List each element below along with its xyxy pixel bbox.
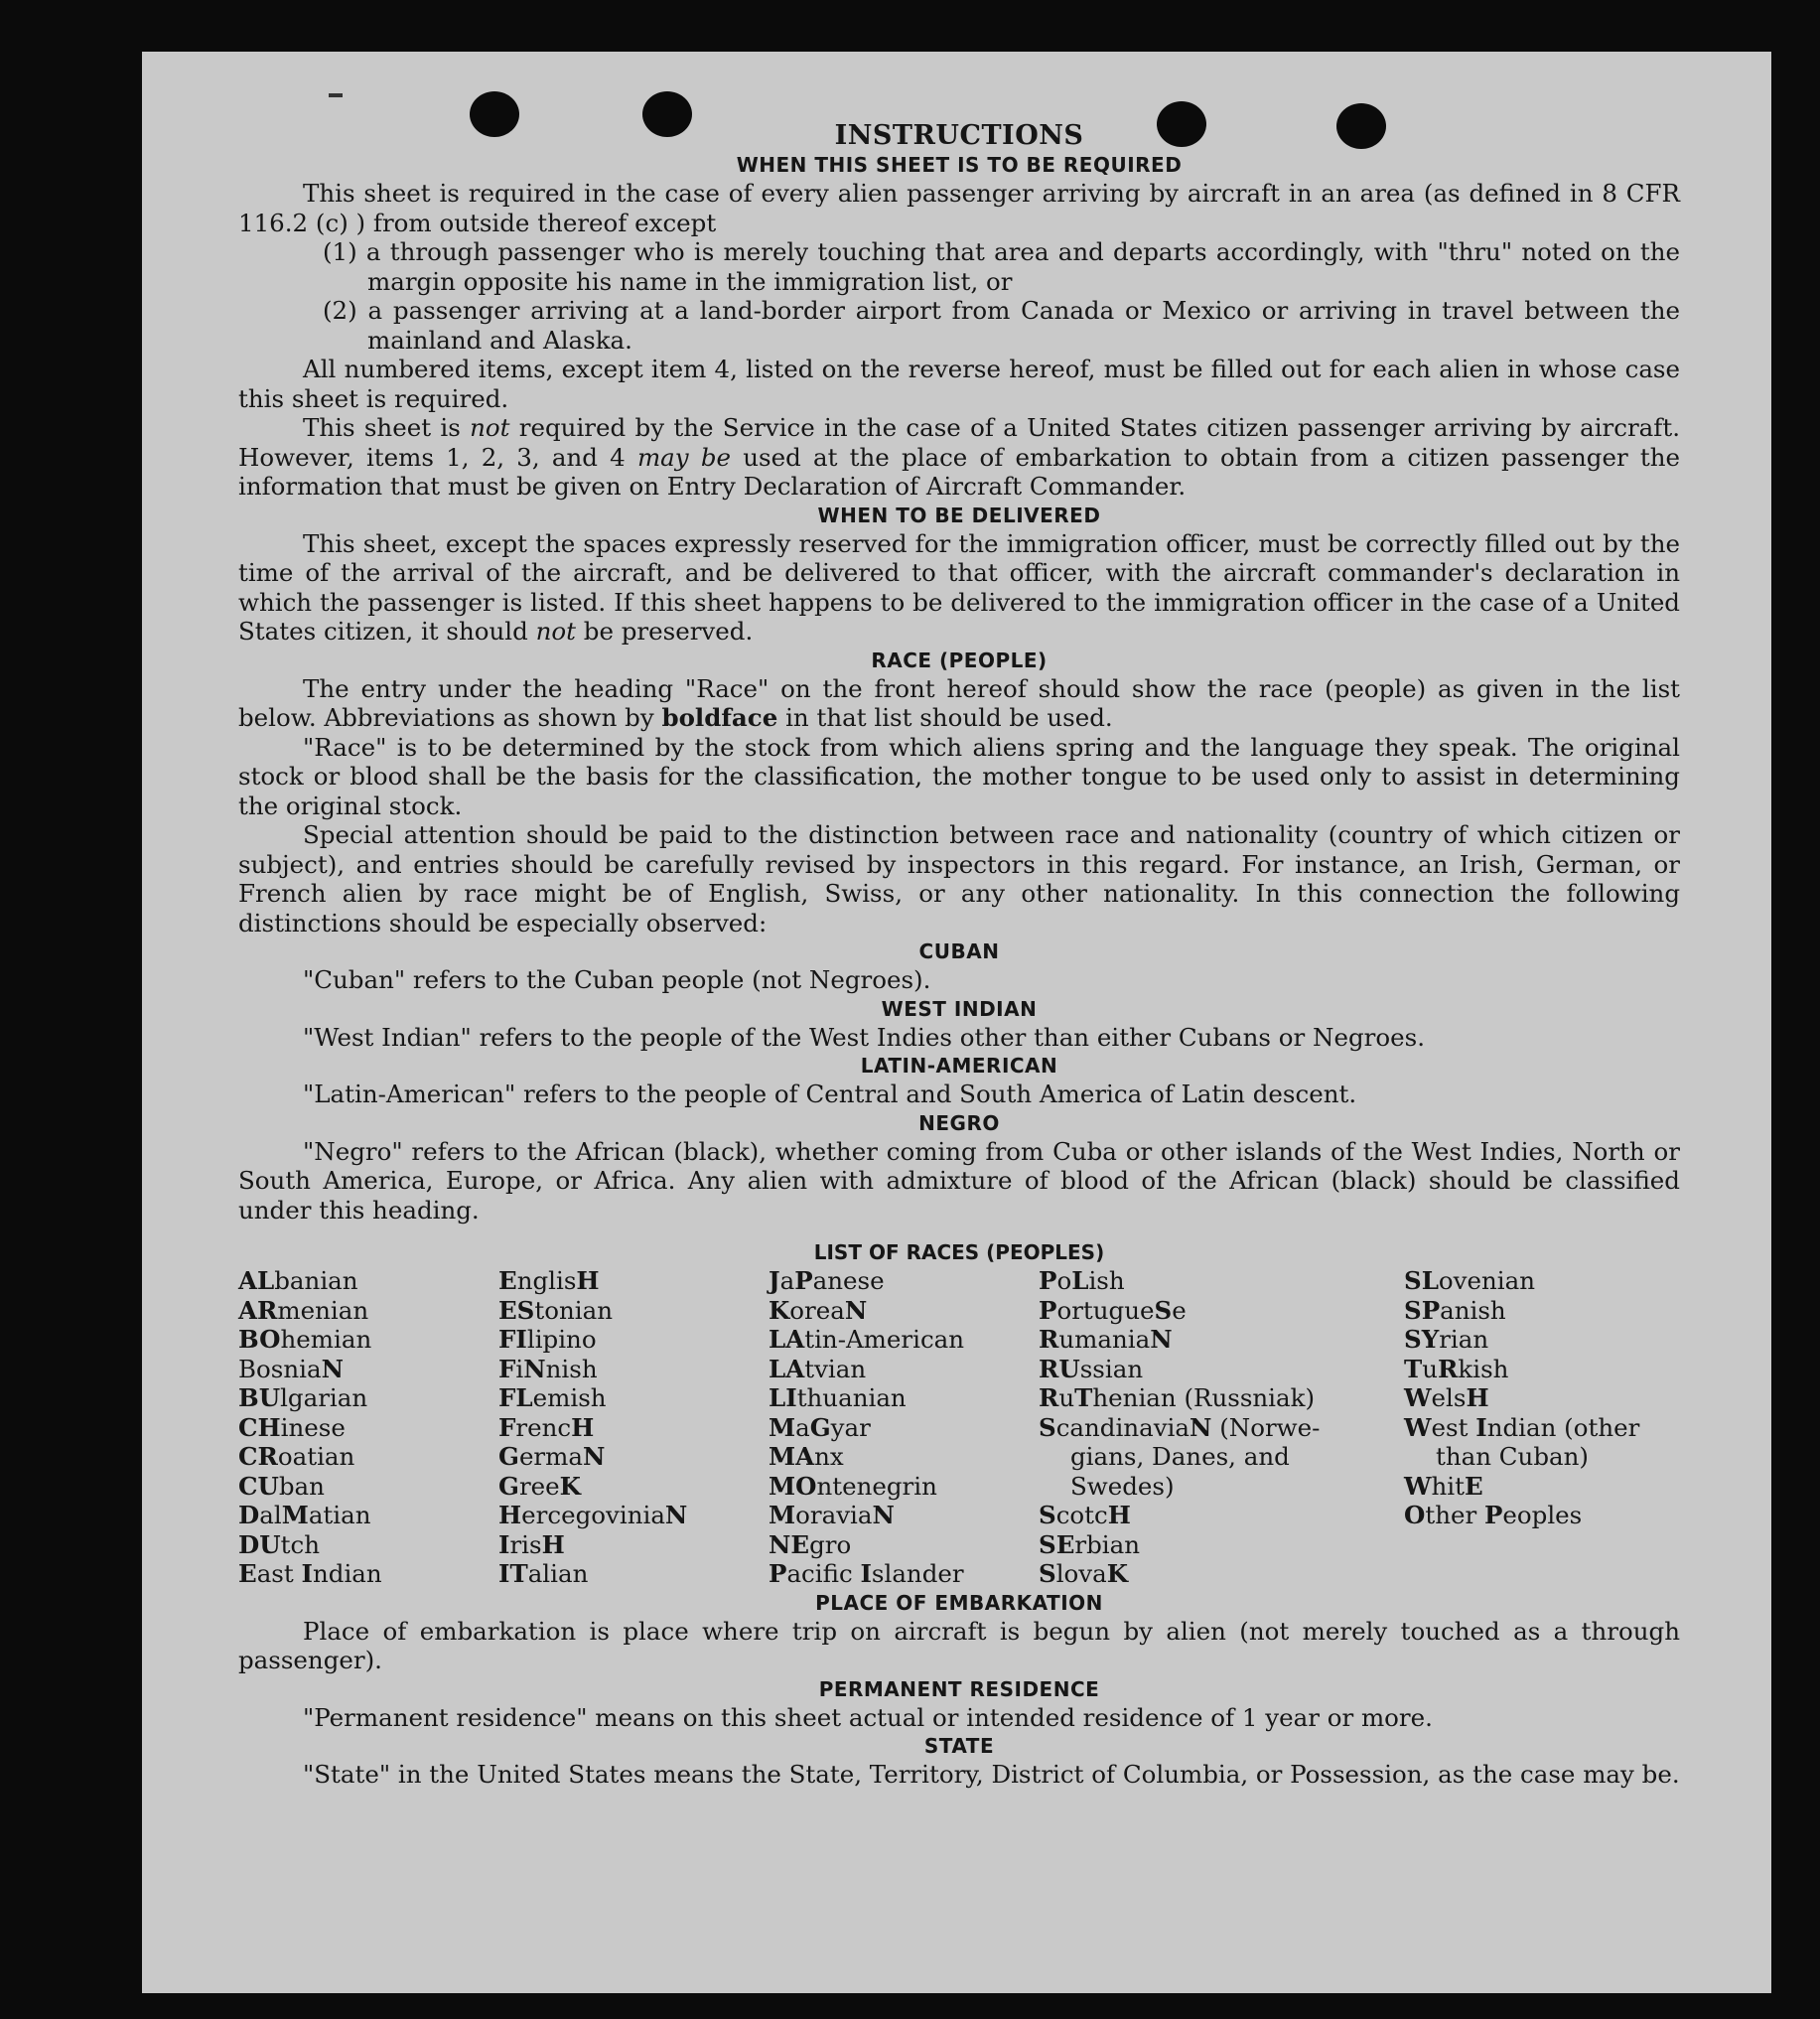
- race-text: ortugue: [1056, 1295, 1155, 1325]
- race-text: gro: [809, 1529, 852, 1559]
- race-text: ree: [518, 1471, 560, 1501]
- race-abbreviation: W: [1404, 1412, 1432, 1442]
- race-abbreviation: H: [541, 1529, 565, 1559]
- paragraph-delivery: This sheet, except the spaces expressly reserved for the immigration officer, must be correctly filled out by the time of the arrival of the aircraft, and be delivered to that officer, with the aircraft commander's declaration in which the passenger is listed. If this sheet happens to be delivered to the immigration officer in the case of a United States citizen, it should not be preserved.: [238, 528, 1680, 646]
- race-abbreviation: J: [769, 1266, 780, 1295]
- race-abbreviation: MO: [769, 1471, 817, 1501]
- race-entry: [769, 1559, 1039, 1589]
- race-text: ovenian: [1438, 1266, 1536, 1295]
- race-entry: [498, 1501, 769, 1530]
- race-text: ndian: [312, 1559, 382, 1588]
- races-column-2: [498, 1266, 769, 1589]
- race-entry: [238, 1296, 498, 1326]
- race-text: than Cuban): [1436, 1442, 1589, 1471]
- page-title: INSTRUCTIONS: [834, 120, 1084, 151]
- race-entry: [1039, 1472, 1404, 1502]
- race-entry: [769, 1296, 1039, 1326]
- race-text: nglis: [516, 1266, 577, 1295]
- race-text: lipino: [526, 1325, 597, 1354]
- race-abbreviation: N: [1190, 1412, 1212, 1442]
- race-abbreviation: W: [1404, 1383, 1432, 1412]
- race-entry: [498, 1266, 769, 1296]
- race-text: ish: [1088, 1266, 1125, 1295]
- race-abbreviation: AL: [238, 1266, 275, 1295]
- race-text: oatian: [277, 1442, 355, 1471]
- exception-item-2: (2) a passenger arriving at a land-border airport from Canada or Mexico or arriving in travel between the mainland and Alaska.: [323, 296, 1680, 355]
- race-entry: [1039, 1530, 1404, 1560]
- race-abbreviation: D: [238, 1501, 260, 1529]
- race-entry: [1039, 1559, 1404, 1589]
- paragraph-embarkation: Place of embarkation is place where trip on aircraft is begun by alien (not merely touched as a through passenger).: [238, 1616, 1680, 1674]
- race-entry: [238, 1559, 498, 1589]
- race-abbreviation: FI: [498, 1325, 527, 1354]
- race-entry: [498, 1383, 769, 1413]
- race-abbreviation: CU: [238, 1471, 279, 1501]
- race-abbreviation: CH: [238, 1412, 281, 1442]
- race-entry: [769, 1266, 1039, 1296]
- race-abbreviation: SP: [1404, 1295, 1441, 1325]
- race-text: tvian: [804, 1354, 867, 1383]
- race-text: eoples: [1502, 1501, 1583, 1529]
- race-abbreviation: M: [769, 1412, 796, 1442]
- race-abbreviation: H: [576, 1266, 600, 1295]
- race-abbreviation: W: [1404, 1471, 1432, 1501]
- race-text: u: [1422, 1354, 1439, 1383]
- race-text: ercegovinia: [521, 1501, 665, 1529]
- race-text: menian: [277, 1295, 369, 1325]
- race-text: Bosnia: [238, 1354, 322, 1383]
- race-text: anese: [812, 1266, 885, 1295]
- heading-when-delivered: WHEN TO BE DELIVERED: [817, 503, 1101, 527]
- races-column-4: [1039, 1266, 1404, 1589]
- race-abbreviation: G: [498, 1442, 519, 1471]
- paragraph-state: "State" in the United States means the State, Territory, District of Columbia, or Possession, as the case may be.: [303, 1760, 1680, 1789]
- race-text: oravia: [795, 1501, 873, 1529]
- race-entry: [238, 1472, 498, 1502]
- race-entry: [1039, 1383, 1404, 1413]
- race-abbreviation: P: [1039, 1295, 1057, 1325]
- race-abbreviation: S: [1039, 1501, 1056, 1529]
- race-abbreviation: K: [769, 1295, 790, 1325]
- race-abbreviation: LA: [769, 1325, 805, 1354]
- race-text: Swedes): [1070, 1471, 1175, 1501]
- race-entry: [238, 1413, 498, 1443]
- race-entry: [1404, 1266, 1680, 1296]
- race-entry: [238, 1530, 498, 1560]
- race-entry: [1404, 1442, 1680, 1472]
- race-abbreviation: T: [1404, 1354, 1423, 1383]
- race-entry: [769, 1355, 1039, 1384]
- race-text: al: [259, 1501, 282, 1529]
- race-text: kish: [1458, 1354, 1509, 1383]
- race-entry: [1404, 1413, 1680, 1443]
- races-list: [238, 1266, 1680, 1589]
- race-abbreviation: SY: [1404, 1325, 1440, 1354]
- race-entry: [769, 1413, 1039, 1443]
- paragraph-race-entry: The entry under the heading "Race" on the front hereof should show the race (people) as given in the list below. Abbreviations as shown by boldface in that list should be used.: [238, 673, 1680, 732]
- race-entry: [498, 1355, 769, 1384]
- paragraph-negro: "Negro" refers to the African (black), whether coming from Cuba or other islands of the West Indies, North or South America, Europe, or Africa. Any alien with admixture of blood of the African (black) should be classified under this heading.: [238, 1136, 1680, 1225]
- instructions-content: [238, 121, 1680, 1790]
- race-abbreviation: S: [1039, 1412, 1056, 1442]
- heading-list-of-races: LIST OF RACES (PEOPLES): [813, 1240, 1105, 1264]
- race-abbreviation: N: [1150, 1325, 1173, 1354]
- race-text: banian: [274, 1266, 358, 1295]
- race-entry: [1039, 1325, 1404, 1355]
- race-abbreviation: FL: [498, 1383, 533, 1412]
- heading-west-indian: WEST INDIAN: [881, 996, 1038, 1021]
- heading-latin-american: LATIN-AMERICAN: [860, 1054, 1058, 1078]
- paragraph-race-determination: "Race" is to be determined by the stock from which aliens spring and the language they speak. The original stock or blood shall be the basis for the classification, the mother tongue to be used only to assist in determining the original stock.: [238, 732, 1680, 820]
- race-abbreviation: NE: [769, 1529, 810, 1559]
- race-entry: [1039, 1442, 1404, 1472]
- paragraph-required-intro: This sheet is required in the case of every alien passenger arriving by aircraft in an area (as defined in 8 CFR 116.2 (c) ) from outside thereof except: [238, 179, 1680, 237]
- race-abbreviation: H: [1107, 1501, 1131, 1529]
- race-entry: [238, 1442, 498, 1472]
- race-text: rbian: [1074, 1529, 1140, 1559]
- race-abbreviation: I: [860, 1559, 872, 1588]
- race-abbreviation: H: [571, 1412, 595, 1442]
- race-entry: [769, 1383, 1039, 1413]
- race-entry: [1404, 1383, 1680, 1413]
- race-entry: [498, 1325, 769, 1355]
- race-abbreviation: I: [498, 1529, 510, 1559]
- paragraph-cuban: "Cuban" refers to the Cuban people (not Negroes).: [303, 965, 931, 994]
- race-entry: [1039, 1413, 1404, 1443]
- race-text: ntenegrin: [816, 1471, 937, 1501]
- race-abbreviation: CR: [238, 1442, 278, 1471]
- race-abbreviation: N: [583, 1442, 606, 1471]
- race-text: cotc: [1055, 1501, 1108, 1529]
- race-abbreviation: E: [1464, 1471, 1483, 1501]
- race-text: gians, Danes, and: [1070, 1442, 1290, 1471]
- race-abbreviation: M: [281, 1501, 309, 1529]
- race-abbreviation: T: [1074, 1383, 1093, 1412]
- race-entry: [769, 1472, 1039, 1502]
- race-entry: [238, 1355, 498, 1384]
- race-abbreviation: R: [1438, 1354, 1459, 1383]
- race-entry: [769, 1442, 1039, 1472]
- race-abbreviation: L: [1071, 1266, 1089, 1295]
- race-text: tonian: [534, 1295, 613, 1325]
- race-entry: [1039, 1266, 1404, 1296]
- heading-place-of-embarkation: PLACE OF EMBARKATION: [815, 1590, 1103, 1615]
- race-entry: [1404, 1325, 1680, 1355]
- race-abbreviation: LA: [769, 1354, 805, 1383]
- race-text: hit: [1431, 1471, 1465, 1501]
- race-entry: [769, 1530, 1039, 1560]
- race-abbreviation: G: [498, 1471, 519, 1501]
- race-abbreviation: F: [498, 1354, 516, 1383]
- race-abbreviation: N: [844, 1295, 868, 1325]
- ink-speck: [329, 93, 343, 97]
- race-entry: [498, 1413, 769, 1443]
- race-abbreviation: MA: [769, 1442, 815, 1471]
- race-text: els: [1431, 1383, 1467, 1412]
- race-abbreviation: H: [1466, 1383, 1489, 1412]
- races-column-5: [1404, 1266, 1680, 1589]
- race-entry: [498, 1296, 769, 1326]
- race-abbreviation: S: [1039, 1559, 1056, 1588]
- paragraph-west-indian: "West Indian" refers to the people of the West Indies other than either Cubans or Negroes.: [303, 1022, 1425, 1052]
- race-text: slander: [871, 1559, 964, 1588]
- race-abbreviation: LI: [769, 1383, 797, 1412]
- paragraph-numbered-items: All numbered items, except item 4, listed on the reverse hereof, must be filled out for each alien in whose case this sheet is required.: [238, 355, 1680, 413]
- race-entry: [498, 1442, 769, 1472]
- race-abbreviation: ES: [498, 1295, 535, 1325]
- race-abbreviation: IT: [498, 1559, 528, 1588]
- race-text: tin-American: [804, 1325, 965, 1354]
- race-abbreviation: RU: [1039, 1354, 1080, 1383]
- race-abbreviation: I: [1475, 1412, 1487, 1442]
- race-entry: [1404, 1472, 1680, 1502]
- race-text: ssian: [1079, 1354, 1144, 1383]
- race-text: lgarian: [280, 1383, 368, 1412]
- race-entry: [1039, 1501, 1404, 1530]
- races-column-3: [769, 1266, 1039, 1589]
- race-text: inese: [280, 1412, 346, 1442]
- exception-item-1: (1) a through passenger who is merely touching that area and departs accordingly, with "thru" noted on the margin opposite his name in the immigration list, or: [323, 237, 1680, 296]
- race-abbreviation: F: [498, 1412, 516, 1442]
- race-text: a: [779, 1266, 795, 1295]
- race-entry: [1404, 1296, 1680, 1326]
- race-abbreviation: P: [1039, 1266, 1057, 1295]
- race-entry: [238, 1325, 498, 1355]
- race-entry: [769, 1501, 1039, 1530]
- race-abbreviation: R: [1039, 1325, 1059, 1354]
- heading-negro: NEGRO: [918, 1110, 1000, 1135]
- race-entry: [238, 1266, 498, 1296]
- race-text: yar: [830, 1412, 871, 1442]
- race-text: tch: [280, 1529, 320, 1559]
- race-text: erma: [518, 1442, 583, 1471]
- race-abbreviation: I: [301, 1559, 313, 1588]
- race-abbreviation: G: [809, 1412, 831, 1442]
- race-text: u: [1058, 1383, 1075, 1412]
- race-text: umania: [1058, 1325, 1151, 1354]
- race-text: ban: [278, 1471, 325, 1501]
- race-abbreviation: SL: [1404, 1266, 1439, 1295]
- heading-state: STATE: [923, 1734, 995, 1758]
- heading-permanent-residence: PERMANENT RESIDENCE: [818, 1676, 1100, 1701]
- race-entry: [498, 1559, 769, 1589]
- race-text: nx: [814, 1442, 844, 1471]
- race-text: a: [795, 1412, 810, 1442]
- race-abbreviation: S: [1154, 1295, 1173, 1325]
- race-abbreviation: BO: [238, 1325, 281, 1354]
- heading-cuban: CUBAN: [918, 939, 1000, 963]
- race-abbreviation: P: [769, 1559, 787, 1588]
- race-abbreviation: K: [559, 1471, 581, 1501]
- race-abbreviation: DU: [238, 1529, 281, 1559]
- races-column-1: [238, 1266, 498, 1589]
- race-text: ther: [1425, 1501, 1484, 1529]
- race-text: o: [1056, 1266, 1072, 1295]
- paragraph-latin-american: "Latin-American" refers to the people of Central and South America of Latin descent.: [303, 1080, 1357, 1108]
- race-entry: [1039, 1296, 1404, 1326]
- race-text: i: [515, 1354, 524, 1383]
- race-entry: [498, 1472, 769, 1502]
- race-abbreviation: K: [1106, 1559, 1129, 1588]
- race-text: henian (Russniak): [1092, 1383, 1316, 1412]
- race-text: emish: [532, 1383, 607, 1412]
- race-text: e: [1172, 1295, 1187, 1325]
- race-abbreviation: H: [498, 1501, 522, 1529]
- race-abbreviation: N: [321, 1354, 344, 1383]
- race-entry: [1404, 1355, 1680, 1384]
- race-text: anish: [1440, 1295, 1506, 1325]
- race-abbreviation: AR: [238, 1295, 278, 1325]
- race-abbreviation: M: [769, 1501, 796, 1529]
- race-abbreviation: N: [872, 1501, 895, 1529]
- race-text: ris: [509, 1529, 542, 1559]
- race-text: ast: [256, 1559, 302, 1588]
- race-text: (Norwe-: [1211, 1412, 1321, 1442]
- race-text: renc: [515, 1412, 572, 1442]
- heading-race: RACE (PEOPLE): [871, 648, 1048, 672]
- race-abbreviation: BU: [238, 1383, 281, 1412]
- race-text: thuanian: [796, 1383, 907, 1412]
- paragraph-race-nationality: Special attention should be paid to the distinction between race and nationality (country of which citizen or subject), and entries should be carefully revised by inspectors in this regard. For instance, an Irish, German, or French alien by race might be of English, Swiss, or any other nationality. In this connection the following distinctions should be especially observed:: [238, 820, 1680, 937]
- paragraph-citizen-passenger: This sheet is not required by the Service in the case of a United States citizen passenger arriving by aircraft. However, items 1, 2, 3, and 4 may be used at the place of embarkation to obtain from a citizen passenger the information that must be given on Entry Declaration of Aircraft Commander.: [238, 413, 1680, 501]
- race-entry: [769, 1325, 1039, 1355]
- race-entry: [498, 1530, 769, 1560]
- race-abbreviation: N: [523, 1354, 546, 1383]
- paragraph-permanent-residence: "Permanent residence" means on this sheet actual or intended residence of 1 year or more.: [303, 1702, 1433, 1732]
- race-text: nish: [545, 1354, 598, 1383]
- race-abbreviation: N: [664, 1501, 688, 1529]
- race-abbreviation: SE: [1039, 1529, 1075, 1559]
- heading-when-required: WHEN THIS SHEET IS TO BE REQUIRED: [736, 153, 1183, 177]
- race-abbreviation: E: [238, 1559, 257, 1588]
- race-abbreviation: O: [1404, 1501, 1426, 1529]
- race-abbreviation: R: [1039, 1383, 1059, 1412]
- race-abbreviation: E: [498, 1266, 517, 1295]
- race-text: orea: [789, 1295, 845, 1325]
- race-text: ndian (other: [1486, 1412, 1640, 1442]
- race-entry: [238, 1501, 498, 1530]
- race-entry: [238, 1383, 498, 1413]
- race-text: lova: [1055, 1559, 1107, 1588]
- race-abbreviation: P: [794, 1266, 813, 1295]
- document-sheet: [142, 52, 1771, 1993]
- race-text: acific: [786, 1559, 861, 1588]
- race-abbreviation: P: [1483, 1501, 1503, 1529]
- race-text: rian: [1439, 1325, 1489, 1354]
- race-text: hemian: [280, 1325, 372, 1354]
- race-text: candinavia: [1055, 1412, 1190, 1442]
- race-text: alian: [527, 1559, 589, 1588]
- race-text: est: [1431, 1412, 1476, 1442]
- race-entry: [1404, 1501, 1680, 1530]
- race-text: atian: [308, 1501, 371, 1529]
- race-entry: [1039, 1355, 1404, 1384]
